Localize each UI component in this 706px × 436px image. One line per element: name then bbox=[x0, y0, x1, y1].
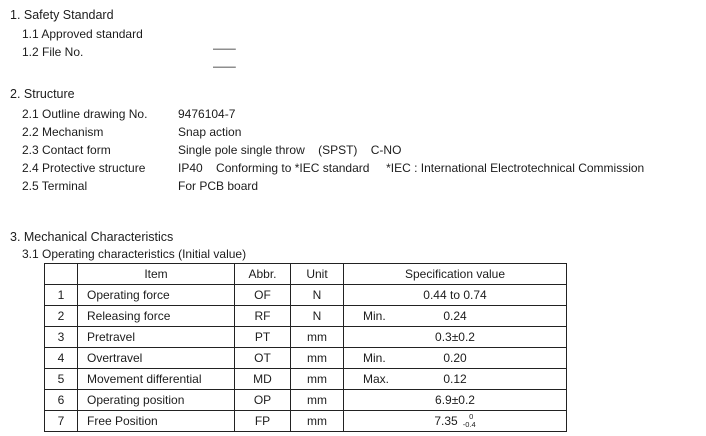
row-spec bbox=[344, 369, 567, 390]
operating-characteristics-table bbox=[44, 263, 567, 432]
row-num: 7 bbox=[45, 411, 78, 432]
file-no-value bbox=[200, 45, 237, 87]
row-spec bbox=[344, 411, 567, 432]
spec-value: 7.35 bbox=[434, 414, 458, 428]
row-unit: N bbox=[291, 306, 344, 327]
row-item: Operating force bbox=[78, 285, 235, 306]
header-spec: Specification value bbox=[344, 264, 567, 285]
table-row bbox=[45, 285, 567, 306]
row-abbr: RF bbox=[235, 306, 291, 327]
spec-value: 6.9±0.2 bbox=[435, 393, 475, 407]
row-unit: mm bbox=[291, 348, 344, 369]
row-unit: mm bbox=[291, 411, 344, 432]
terminal-value: For PCB board bbox=[178, 179, 259, 193]
protective-structure-value: IP40 Conforming to *IEC standard *IEC : International Electrotechnical Commission bbox=[178, 161, 645, 175]
row-unit: mm bbox=[291, 390, 344, 411]
row-unit: mm bbox=[291, 327, 344, 348]
spec-prefix: Max. bbox=[363, 372, 390, 386]
spec-prefix: Min. bbox=[363, 309, 386, 323]
spec-value: 0.24 bbox=[443, 309, 467, 323]
terminal-label: 2.5 Terminal bbox=[22, 179, 88, 193]
dash-value: — bbox=[213, 59, 237, 73]
spec-prefix: Min. bbox=[363, 351, 386, 365]
header-num bbox=[45, 264, 78, 285]
protective-structure-label: 2.4 Protective structure bbox=[22, 161, 146, 175]
row-num: 4 bbox=[45, 348, 78, 369]
outline-drawing-label: 2.1 Outline drawing No. bbox=[22, 107, 148, 121]
row-spec bbox=[344, 306, 567, 327]
row-unit: N bbox=[291, 285, 344, 306]
header-unit: Unit bbox=[291, 264, 344, 285]
row-num: 3 bbox=[45, 327, 78, 348]
row-abbr: OP bbox=[235, 390, 291, 411]
row-abbr: OT bbox=[235, 348, 291, 369]
spec-value: 0.3±0.2 bbox=[435, 330, 475, 344]
row-abbr: PT bbox=[235, 327, 291, 348]
tolerance-upper: 0 bbox=[469, 412, 474, 422]
table-row bbox=[45, 327, 567, 348]
contact-form-value: Single pole single throw (SPST) C-NO bbox=[178, 143, 402, 157]
header-item: Item bbox=[78, 264, 235, 285]
row-spec bbox=[344, 390, 567, 411]
header-abbr: Abbr. bbox=[235, 264, 291, 285]
mechanism-value: Snap action bbox=[178, 125, 242, 139]
row-item: Pretravel bbox=[78, 327, 235, 348]
table-row bbox=[45, 411, 567, 432]
row-num: 2 bbox=[45, 306, 78, 327]
section-3-subtitle: 3.1 Operating characteristics (Initial value) bbox=[22, 247, 247, 261]
approved-standard-label: 1.1 Approved standard bbox=[22, 27, 143, 41]
tolerance-lower: -0.4 bbox=[462, 419, 476, 429]
section-3-title: 3. Mechanical Characteristics bbox=[10, 230, 174, 244]
row-item: Operating position bbox=[78, 390, 235, 411]
row-num: 1 bbox=[45, 285, 78, 306]
section-1-title: 1. Safety Standard bbox=[10, 8, 114, 22]
table-row bbox=[45, 306, 567, 327]
row-num: 5 bbox=[45, 369, 78, 390]
row-abbr: OF bbox=[235, 285, 291, 306]
row-spec bbox=[344, 285, 567, 306]
row-spec bbox=[344, 327, 567, 348]
section-2-title: 2. Structure bbox=[10, 87, 75, 101]
spec-value: 0.44 to 0.74 bbox=[423, 288, 487, 302]
table-header-row bbox=[45, 264, 567, 285]
row-num: 6 bbox=[45, 390, 78, 411]
row-item: Movement differential bbox=[78, 369, 235, 390]
tolerance-stack bbox=[463, 413, 476, 429]
row-unit: mm bbox=[291, 369, 344, 390]
file-no-label: 1.2 File No. bbox=[22, 45, 84, 59]
table-row bbox=[45, 369, 567, 390]
row-abbr: FP bbox=[235, 411, 291, 432]
table-row bbox=[45, 348, 567, 369]
row-item: Free Position bbox=[78, 411, 235, 432]
spec-value: 0.20 bbox=[443, 351, 467, 365]
row-abbr: MD bbox=[235, 369, 291, 390]
row-item: Overtravel bbox=[78, 348, 235, 369]
spec-value: 0.12 bbox=[443, 372, 467, 386]
contact-form-label: 2.3 Contact form bbox=[22, 143, 111, 157]
row-item: Releasing force bbox=[78, 306, 235, 327]
dash-value: — bbox=[213, 41, 237, 55]
outline-drawing-value: 9476104-7 bbox=[178, 107, 236, 121]
spec-value-with-tolerance bbox=[434, 413, 475, 429]
row-spec bbox=[344, 348, 567, 369]
mechanism-label: 2.2 Mechanism bbox=[22, 125, 104, 139]
table-row bbox=[45, 390, 567, 411]
